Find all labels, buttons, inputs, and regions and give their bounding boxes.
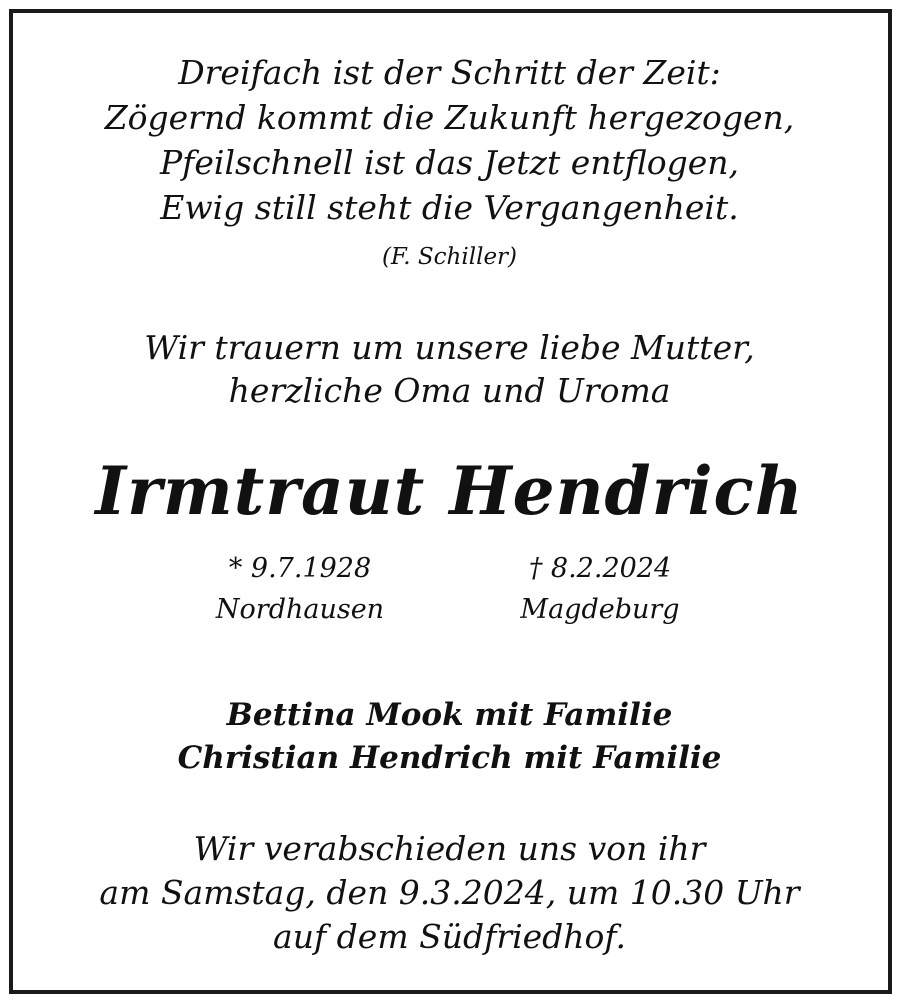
death-place: Magdeburg [520, 594, 680, 625]
poem-line-2: Zögernd kommt die Zukunft hergezogen, [104, 98, 795, 137]
birth-date: 9.7.1928 [250, 553, 372, 584]
service-line-3: auf dem Südfriedhof. [273, 917, 626, 956]
service-line-2: am Samstag, den 9.3.2024, um 10.30 Uhr [99, 873, 800, 912]
poem-line-4: Ewig still steht die Vergangenheit. [160, 188, 739, 227]
poem-source: (F. Schiller) [381, 244, 518, 270]
mourner-line-1: Bettina Mook mit Familie [226, 697, 673, 733]
deceased-name: Irmtraut Hendrich [95, 452, 804, 530]
death-info [490, 555, 710, 582]
birth-place: Nordhausen [215, 594, 385, 625]
poem-line-3: Pfeilschnell ist das Jetzt entflogen, [159, 143, 740, 182]
death-symbol: † [528, 553, 543, 584]
death-date: 8.2.2024 [550, 553, 672, 584]
poem-line-1: Dreifach ist der Schritt der Zeit: [178, 53, 721, 92]
service-line-1: Wir verabschieden uns von ihr [193, 829, 706, 868]
intro-line-1: Wir trauern um unsere liebe Mutter, [144, 328, 755, 367]
birth-info [190, 555, 410, 582]
birth-symbol: * [228, 553, 243, 584]
mourner-line-2: Christian Hendrich mit Familie [177, 740, 722, 776]
intro-line-2: herzliche Oma und Uroma [228, 371, 671, 410]
